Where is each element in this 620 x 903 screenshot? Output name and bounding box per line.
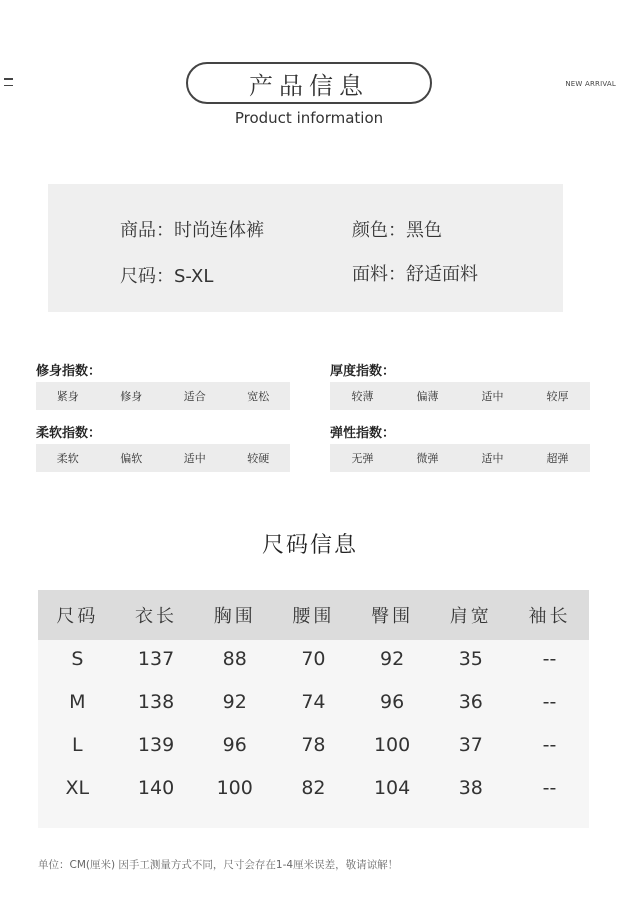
elasticity-index-title: 弹性指数： <box>330 426 396 441</box>
product-color <box>352 216 442 242</box>
product-fabric-value: 舒适面料 <box>406 264 478 285</box>
fit-option: 修身 <box>120 390 143 403</box>
product-size-label: 尺码： <box>120 266 174 287</box>
thickness-index-bar <box>330 382 590 410</box>
new-arrival-label: NEW ARRIVAL <box>565 80 616 88</box>
table-cell: 37 <box>458 733 483 756</box>
product-size-value: S-XL <box>174 266 214 287</box>
header-hip: 臀围 <box>371 606 414 627</box>
size-info-title: 尺码信息 <box>261 533 358 558</box>
elasticity-option: 适中 <box>481 452 504 465</box>
header-length: 衣长 <box>135 606 178 627</box>
table-row <box>38 766 589 809</box>
table-cell: 139 <box>137 733 175 756</box>
table-cell: 140 <box>137 776 175 799</box>
table-cell: 96 <box>380 690 405 713</box>
table-cell: 35 <box>458 647 483 670</box>
table-cell: 138 <box>137 690 175 713</box>
table-cell: -- <box>542 690 557 713</box>
header-size: 尺码 <box>56 606 99 627</box>
table-cell: 100 <box>216 776 253 799</box>
table-row <box>38 723 589 766</box>
softness-option: 偏软 <box>120 452 143 465</box>
thickness-index-title: 厚度指数： <box>330 364 396 379</box>
thickness-option: 较厚 <box>546 390 569 403</box>
product-fabric <box>352 260 478 286</box>
table-row <box>38 637 589 680</box>
elasticity-option: 微弹 <box>416 452 439 465</box>
fit-index-title: 修身指数： <box>36 364 102 379</box>
table-cell: 78 <box>301 733 326 756</box>
table-cell: 96 <box>222 733 247 756</box>
elasticity-option: 无弹 <box>351 452 374 465</box>
size-table-header <box>38 590 589 640</box>
product-color-value: 黑色 <box>406 220 442 241</box>
table-cell: 92 <box>380 647 405 670</box>
table-cell: 100 <box>373 733 411 756</box>
elasticity-index-bar <box>330 444 590 472</box>
measurement-note: 单位：CM(厘米) 因手工测量方式不同，尺寸会存在1-4厘米误差，敬请谅解！ <box>38 859 399 871</box>
table-cell: 88 <box>222 647 247 670</box>
table-row <box>38 680 589 723</box>
table-cell: 104 <box>373 776 411 799</box>
table-cell: XL <box>65 776 90 799</box>
table-cell: 137 <box>137 647 175 670</box>
softness-index-bar <box>36 444 290 472</box>
product-name-value: 时尚连体裤 <box>174 220 264 241</box>
thickness-option: 偏薄 <box>416 390 439 403</box>
table-cell: -- <box>542 776 557 799</box>
softness-option: 较硬 <box>247 452 270 465</box>
size-table <box>38 590 589 828</box>
header-shoulder: 肩宽 <box>449 606 492 627</box>
softness-option: 柔软 <box>56 452 79 465</box>
product-fabric-label: 面料： <box>352 264 406 285</box>
softness-option: 适中 <box>183 452 206 465</box>
product-info-panel <box>48 184 563 312</box>
product-name <box>120 216 264 242</box>
header-sleeve: 袖长 <box>528 606 571 627</box>
table-cell: 74 <box>301 690 326 713</box>
table-cell: -- <box>542 733 557 756</box>
table-cell: 36 <box>458 690 483 713</box>
table-cell: 70 <box>301 647 326 670</box>
elasticity-option: 超弹 <box>546 452 569 465</box>
page-title: 产品信息 <box>186 62 432 104</box>
fit-option: 宽松 <box>247 390 270 403</box>
table-cell: 38 <box>458 776 483 799</box>
thickness-option: 适中 <box>481 390 504 403</box>
header-waist: 腰围 <box>292 606 335 627</box>
table-cell: L <box>72 733 83 756</box>
fit-index-bar <box>36 382 290 410</box>
table-cell: -- <box>542 647 557 670</box>
product-size <box>120 262 213 288</box>
fit-option: 紧身 <box>56 390 79 403</box>
product-color-label: 颜色： <box>352 220 406 241</box>
thickness-option: 较薄 <box>351 390 374 403</box>
table-cell: 92 <box>222 690 247 713</box>
table-cell: M <box>69 690 86 713</box>
hamburger-icon[interactable] <box>4 78 13 87</box>
table-cell: S <box>71 647 84 670</box>
table-cell: 82 <box>301 776 326 799</box>
product-name-label: 商品： <box>120 220 174 241</box>
fit-option: 适合 <box>183 390 206 403</box>
page-subtitle: Product information <box>234 109 384 127</box>
header-chest: 胸围 <box>213 606 256 627</box>
softness-index-title: 柔软指数： <box>36 426 102 441</box>
